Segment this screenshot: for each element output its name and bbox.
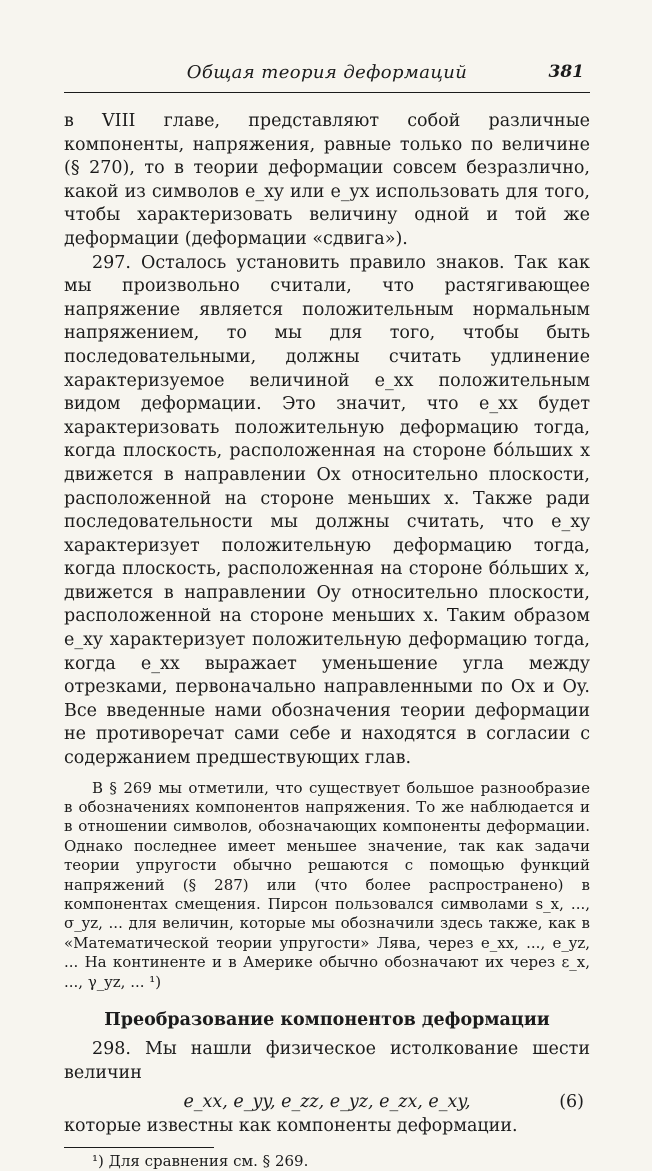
strain-components-formula	[64, 1089, 590, 1115]
page-header	[64, 58, 590, 93]
paragraph-continuation: в VIII главе, представляют собой различные компоненты, напряжения, равные только по величине (§ 270), то в теории деформации совсем безразлично, какой из символов e_xy или e_yx использовать для того, чтобы характеризовать величину одной и той же деформации (деформации «сдвига»).	[64, 111, 590, 249]
formula: e_xx, e_yy, e_zz, e_yz, e_zx, e_xy,	[183, 1092, 471, 1113]
page-number: 381	[548, 62, 584, 82]
footnote-divider	[64, 1147, 214, 1148]
small-print-note: В § 269 мы отметили, что существует большое разнообразие в обозначениях компонентов напряжения. То же наблюдается и в отношении символов, обозначающих компоненты деформации. Однако последнее имеет меньшее значение, так как задачи теории упругости обычно решаются с помощью функций напряжений (§ 287) или (что более распространено) в компонентах смещения. Пирсон пользовался символами s_x, ..., σ_yz, ... для величин, которые мы обозначили здесь также, как в «Математической теории упругости» Лява, через e_xx, ..., e_yz, ... На континенте и в Америке обычно обозначают их через ε_x, ..., γ_yz, ... ¹)	[64, 778, 590, 991]
paragraph-after-formula: которые известны как компоненты деформации.	[64, 1116, 518, 1137]
running-title: Общая теория деформаций	[186, 62, 468, 83]
paragraph-297: 297. Осталось установить правило знаков. Так как мы произвольно считали, что растягивающее напряжение является положительным нормальным напряжением, то мы для того, чтобы быть последовательными, должны считать удлинение характеризуемое величиной e_xx положительным видом деформации. Это значит, что e_xx будет характеризовать положительную деформацию тогда, когда плоскость, расположенная на стороне бо́льших x движется в направлении Ox относительно плоскости, расположенной на стороне меньших x. Также ради последовательности мы должны считать, что e_xy характеризует положительную деформацию тогда, когда плоскость, расположенная на стороне бо́льших x, движется в направлении Oy относительно плоскости, расположенной на стороне меньших x. Таким образом e_xy характеризует положительную деформацию тогда, когда e_xx выражает уменьшение угла между отрезками, первоначально направленными по Ox и Oy. Все введенные нами обозначения теории деформации не противоречат сами себе и находятся в согласии с содержанием предшествующих глав.	[64, 252, 590, 769]
paragraph-298: 298. Мы нашли физическое истолкование шести величин	[64, 1039, 590, 1083]
section-title: Преобразование компонентов деформации	[104, 1010, 550, 1031]
formula-number: (6)	[559, 1092, 584, 1113]
page-body	[64, 110, 590, 1171]
footnote: ¹) Для сравнения см. § 269.	[92, 1151, 309, 1170]
